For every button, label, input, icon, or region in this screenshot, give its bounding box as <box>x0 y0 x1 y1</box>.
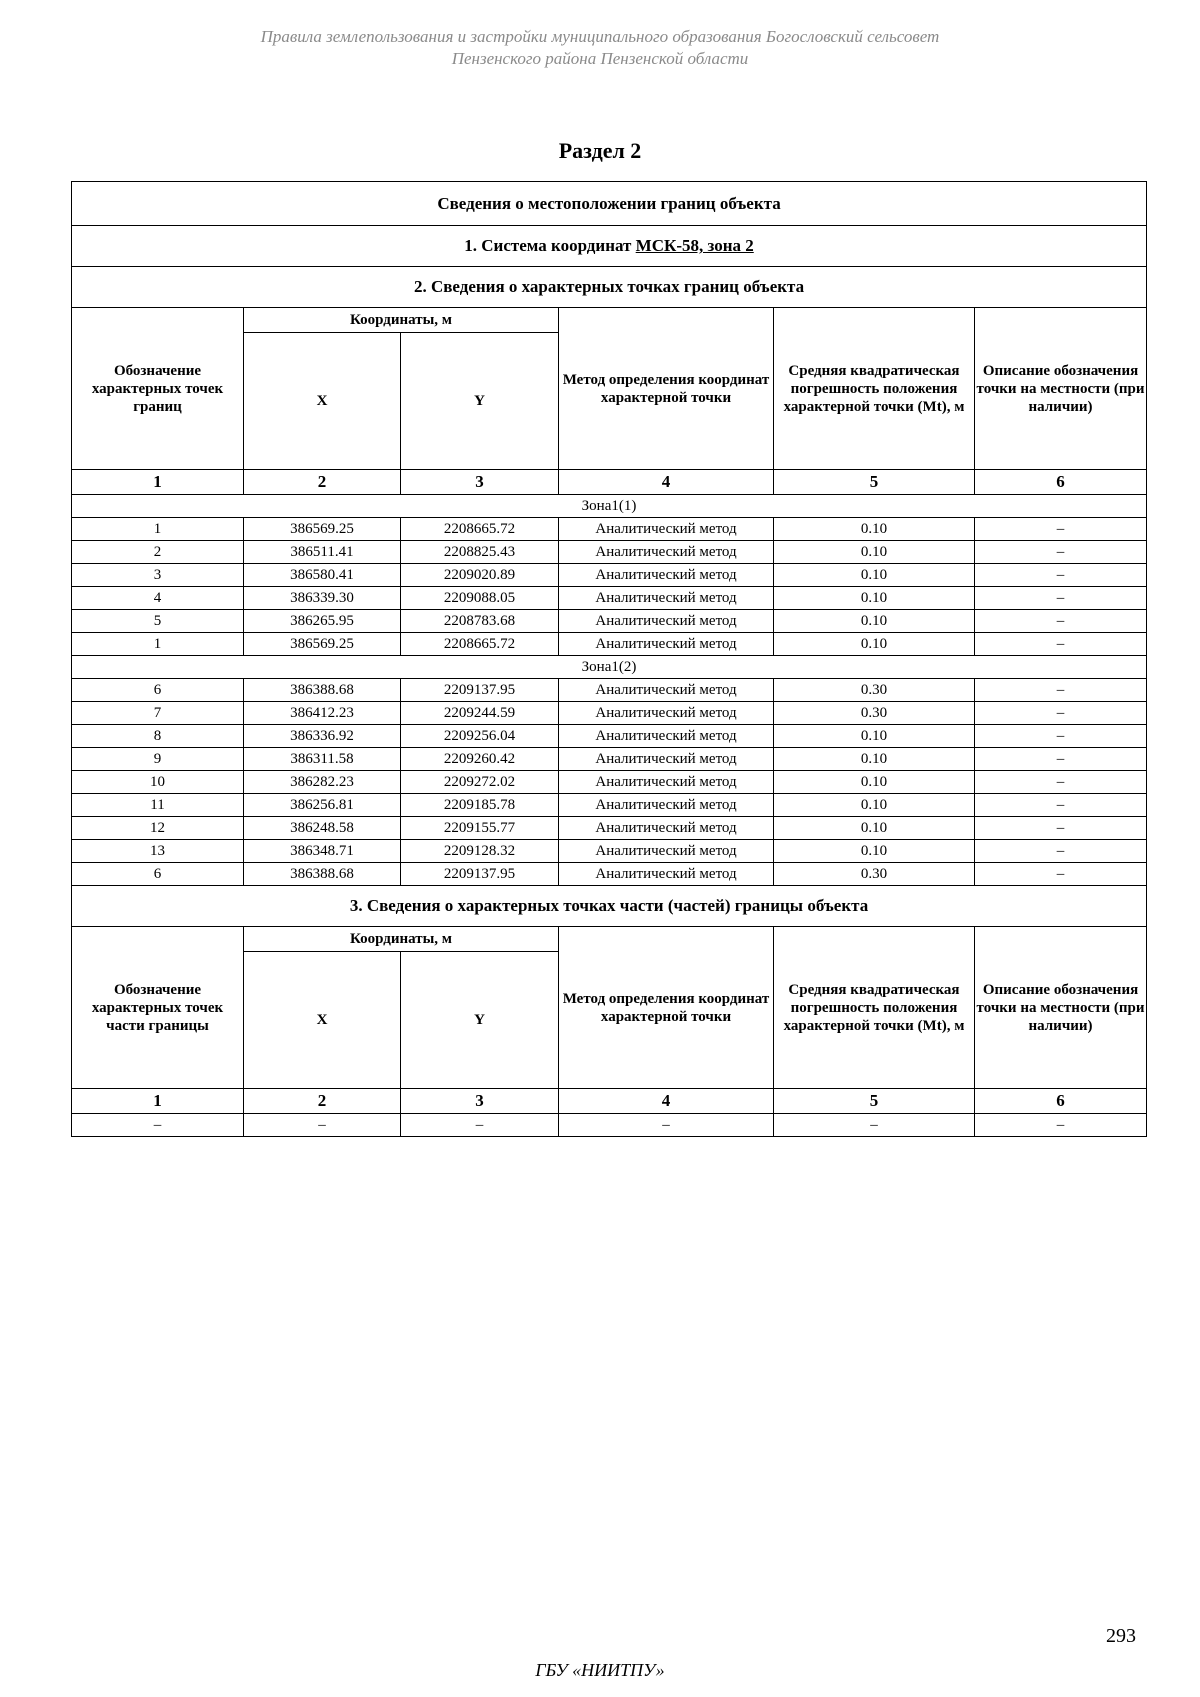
zone-label: Зона1(1) <box>72 495 1147 518</box>
table-cell: 7 <box>72 702 244 725</box>
footer-organization: ГБУ «НИИТПУ» <box>535 1660 665 1680</box>
table-row <box>72 725 1147 748</box>
table-row <box>72 633 1147 656</box>
table-cell: – <box>975 610 1147 633</box>
table-row <box>72 541 1147 564</box>
zone-label: Зона1(2) <box>72 656 1147 679</box>
running-header <box>0 26 1200 70</box>
table-cell: 4 <box>72 587 244 610</box>
table-cell: 9 <box>72 748 244 771</box>
table-cell: 386265.95 <box>244 610 401 633</box>
table-row <box>72 702 1147 725</box>
header-point: Обозначение характерных точек границ <box>72 308 244 470</box>
table-cell: – <box>975 702 1147 725</box>
part-header-point: Обозначение характерных точек части границы <box>72 927 244 1089</box>
header-row-coords <box>72 308 1147 333</box>
table-cell: Аналитический метод <box>559 794 774 817</box>
table-cell: 2209088.05 <box>401 587 559 610</box>
table-cell: 2209256.04 <box>401 725 559 748</box>
table-row <box>72 610 1147 633</box>
part-header-description: Описание обозначения точки на местности (при наличии) <box>975 927 1147 1089</box>
table-cell: – <box>975 817 1147 840</box>
table-row <box>72 518 1147 541</box>
table-cell: Аналитический метод <box>559 564 774 587</box>
coordinate-system-value: МСК-58, зона 2 <box>635 236 754 255</box>
table-cell: – <box>975 1114 1147 1137</box>
table-cell: – <box>975 771 1147 794</box>
table-cell: 0.30 <box>774 679 975 702</box>
column-number: 3 <box>401 470 559 495</box>
table-cell: – <box>401 1114 559 1137</box>
boundary-table <box>71 181 1147 1137</box>
table-cell: 2209185.78 <box>401 794 559 817</box>
part-header-row-coords <box>72 927 1147 952</box>
table-cell: 2209244.59 <box>401 702 559 725</box>
part-column-numbers-row <box>72 1089 1147 1114</box>
column-number: 4 <box>559 1089 774 1114</box>
table-cell: 6 <box>72 679 244 702</box>
table-cell: 3 <box>72 564 244 587</box>
table-row <box>72 587 1147 610</box>
table-cell: 2209260.42 <box>401 748 559 771</box>
table-cell: 2208783.68 <box>401 610 559 633</box>
table-cell: Аналитический метод <box>559 771 774 794</box>
table-cell: Аналитический метод <box>559 518 774 541</box>
part-header-error: Средняя квадратическая погрешность положения характерной точки (Mt), м <box>774 927 975 1089</box>
table-cell: – <box>975 518 1147 541</box>
table-cell: 10 <box>72 771 244 794</box>
table-cell: 386412.23 <box>244 702 401 725</box>
table-cell: – <box>975 541 1147 564</box>
part-header-y: Y <box>401 952 559 1089</box>
table-cell: 386248.58 <box>244 817 401 840</box>
table-cell: 386311.58 <box>244 748 401 771</box>
section-2-heading-row <box>72 267 1147 308</box>
header-method: Метод определения координат характерной точки <box>559 308 774 470</box>
table-cell: 11 <box>72 794 244 817</box>
column-number: 2 <box>244 470 401 495</box>
section-title: Раздел 2 <box>558 138 642 163</box>
table-cell: 0.10 <box>774 840 975 863</box>
section-3-heading: 3. Сведения о характерных точках части (частей) границы объекта <box>72 886 1147 927</box>
table-cell: Аналитический метод <box>559 702 774 725</box>
table-cell: 0.10 <box>774 725 975 748</box>
table-row <box>72 817 1147 840</box>
page-number: 293 <box>1106 1625 1136 1647</box>
table-cell: 0.10 <box>774 587 975 610</box>
table-cell: 1 <box>72 633 244 656</box>
table-cell: 2 <box>72 541 244 564</box>
zone-row <box>72 495 1147 518</box>
table-cell: – <box>975 725 1147 748</box>
table-cell: – <box>975 564 1147 587</box>
table-row <box>72 840 1147 863</box>
header-y: Y <box>401 333 559 470</box>
column-number: 6 <box>975 470 1147 495</box>
table-cell: Аналитический метод <box>559 725 774 748</box>
table-cell: – <box>975 633 1147 656</box>
column-number: 6 <box>975 1089 1147 1114</box>
column-number: 1 <box>72 1089 244 1114</box>
table-cell: Аналитический метод <box>559 863 774 886</box>
column-number: 2 <box>244 1089 401 1114</box>
table-cell: 0.30 <box>774 863 975 886</box>
table-row <box>72 564 1147 587</box>
part-header-x: X <box>244 952 401 1089</box>
table-cell: – <box>559 1114 774 1137</box>
table-cell: 2209137.95 <box>401 863 559 886</box>
table-cell: 2209128.32 <box>401 840 559 863</box>
table-cell: – <box>244 1114 401 1137</box>
table-cell: – <box>975 679 1147 702</box>
column-number: 5 <box>774 1089 975 1114</box>
table-cell: 0.10 <box>774 564 975 587</box>
running-header-line-2: Пензенского района Пензенской области <box>451 49 749 68</box>
part-header-method: Метод определения координат характерной точки <box>559 927 774 1089</box>
column-number: 1 <box>72 470 244 495</box>
table-cell: 386348.71 <box>244 840 401 863</box>
table-row <box>72 679 1147 702</box>
table-cell: 0.10 <box>774 748 975 771</box>
table-cell: Аналитический метод <box>559 679 774 702</box>
table-cell: 386339.30 <box>244 587 401 610</box>
table-cell: 2209137.95 <box>401 679 559 702</box>
boundary-table-body <box>72 182 1147 1137</box>
table-cell: 386569.25 <box>244 518 401 541</box>
table-cell: 5 <box>72 610 244 633</box>
coordinate-system-cell <box>72 226 1147 267</box>
table-cell: 2209272.02 <box>401 771 559 794</box>
table-cell: 386569.25 <box>244 633 401 656</box>
table-cell: 0.10 <box>774 541 975 564</box>
table-cell: 2209020.89 <box>401 564 559 587</box>
header-description: Описание обозначения точки на местности (при наличии) <box>975 308 1147 470</box>
header-coords: Координаты, м <box>244 308 559 333</box>
table-cell: 0.10 <box>774 610 975 633</box>
table-cell: – <box>774 1114 975 1137</box>
table-title: Сведения о местоположении границ объекта <box>72 182 1147 226</box>
table-cell: 0.30 <box>774 702 975 725</box>
table-cell: 2208665.72 <box>401 518 559 541</box>
table-cell: 0.10 <box>774 794 975 817</box>
table-cell: 0.10 <box>774 633 975 656</box>
table-cell: 0.10 <box>774 771 975 794</box>
table-cell: Аналитический метод <box>559 610 774 633</box>
table-cell: 386388.68 <box>244 863 401 886</box>
table-cell: 0.10 <box>774 518 975 541</box>
table-row <box>72 863 1147 886</box>
table-cell: 1 <box>72 518 244 541</box>
table-cell: 6 <box>72 863 244 886</box>
column-number: 5 <box>774 470 975 495</box>
table-cell: 386336.92 <box>244 725 401 748</box>
table-cell: 2208825.43 <box>401 541 559 564</box>
column-number: 4 <box>559 470 774 495</box>
section-3-heading-row <box>72 886 1147 927</box>
table-cell: – <box>975 587 1147 610</box>
header-x: X <box>244 333 401 470</box>
table-row <box>72 794 1147 817</box>
table-cell: – <box>975 863 1147 886</box>
zone-row <box>72 656 1147 679</box>
table-cell: 2209155.77 <box>401 817 559 840</box>
coordinate-system-label: 1. Система координат <box>464 236 636 255</box>
column-numbers-row <box>72 470 1147 495</box>
table-cell: 13 <box>72 840 244 863</box>
table-cell: 386256.81 <box>244 794 401 817</box>
header-error: Средняя квадратическая погрешность положения характерной точки (Mt), м <box>774 308 975 470</box>
coordinate-system-row <box>72 226 1147 267</box>
table-cell: 386511.41 <box>244 541 401 564</box>
table-cell: Аналитический метод <box>559 817 774 840</box>
part-table-row <box>72 1114 1147 1137</box>
table-cell: – <box>72 1114 244 1137</box>
table-cell: 386580.41 <box>244 564 401 587</box>
table-cell: 8 <box>72 725 244 748</box>
table-cell: 2208665.72 <box>401 633 559 656</box>
table-cell: Аналитический метод <box>559 633 774 656</box>
running-header-line-1: Правила землепользования и застройки муниципального образования Богословский сельсовет <box>260 27 940 46</box>
table-cell: – <box>975 748 1147 771</box>
table-cell: – <box>975 794 1147 817</box>
table-title-row <box>72 182 1147 226</box>
table-cell: – <box>975 840 1147 863</box>
table-cell: Аналитический метод <box>559 748 774 771</box>
table-cell: 386282.23 <box>244 771 401 794</box>
table-cell: 386388.68 <box>244 679 401 702</box>
table-cell: Аналитический метод <box>559 840 774 863</box>
table-cell: Аналитический метод <box>559 587 774 610</box>
part-header-coords: Координаты, м <box>244 927 559 952</box>
table-row <box>72 748 1147 771</box>
column-number: 3 <box>401 1089 559 1114</box>
section-2-heading: 2. Сведения о характерных точках границ объекта <box>72 267 1147 308</box>
table-cell: 12 <box>72 817 244 840</box>
table-cell: 0.10 <box>774 817 975 840</box>
table-cell: Аналитический метод <box>559 541 774 564</box>
table-row <box>72 771 1147 794</box>
